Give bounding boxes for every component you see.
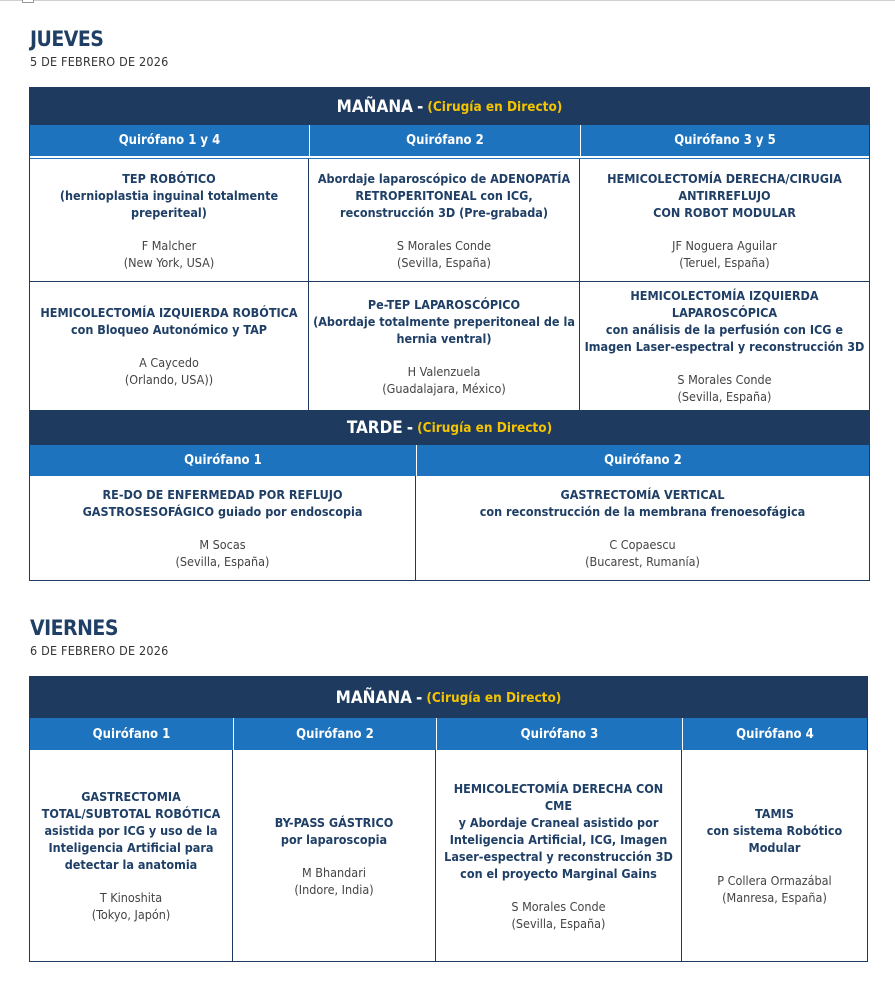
surgeon-location: (Tokyo, Japón) bbox=[91, 907, 171, 922]
day-date-thursday: 5 DE FEBRERO DE 2026 bbox=[30, 54, 169, 69]
session-band-morning bbox=[30, 88, 869, 125]
session-label: MAÑANA bbox=[336, 96, 413, 117]
session-label: TARDE bbox=[346, 417, 403, 438]
surgery-title: Abordaje laparoscópico de ADENOPATÍA RETROPERITONEAL con ICG, reconstrucción 3D (Pre-grabada) bbox=[317, 170, 571, 220]
day-title-friday: VIERNES bbox=[30, 616, 118, 640]
session-band-morning bbox=[30, 677, 867, 718]
surgery-cell bbox=[309, 159, 579, 281]
surgeon-name: M Socas bbox=[199, 537, 246, 552]
surgeon-name: S Morales Conde bbox=[511, 898, 606, 914]
room-header: Quirófano 4 bbox=[682, 718, 867, 750]
surgery-title: BY-PASS GÁSTRICO por laparoscopia bbox=[274, 814, 394, 847]
surgery-title: GASTRECTOMÍA VERTICAL con reconstrucción de la membrana frenoesofágica bbox=[479, 487, 806, 519]
surgeon-name: JF Noguera Aguilar bbox=[672, 237, 777, 253]
schedule-friday bbox=[29, 676, 868, 962]
surgeon-name: S Morales Conde bbox=[677, 372, 772, 387]
room-header: Quirófano 2 bbox=[416, 445, 869, 476]
session-label: MAÑANA bbox=[335, 687, 412, 708]
room-header-row bbox=[30, 718, 867, 750]
top-rule bbox=[0, 0, 895, 3]
surgery-cell bbox=[416, 476, 869, 580]
surgery-title: HEMICOLECTOMÍA DERECHA/CIRUGIA ANTIRREFLUJO CON ROBOT MODULAR bbox=[607, 170, 842, 220]
surgery-title: HEMICOLECTOMÍA IZQUIERDA LAPAROSCÓPICA con análisis de la perfusión con ICG e Imagen Laser-espectral y reconstrucción 3D bbox=[584, 288, 865, 354]
surgery-cell bbox=[30, 282, 308, 410]
surgeon-location: (Sevilla, España) bbox=[175, 554, 270, 569]
surgery-title: RE-DO DE ENFERMEDAD POR REFLUJO GASTROSESOFÁGICO guiado por endoscopia bbox=[82, 487, 363, 519]
session-subtitle: (Cirugía en Directo) bbox=[426, 689, 562, 706]
surgeon-name: H Valenzuela bbox=[407, 363, 481, 379]
surgeon-name: C Copaescu bbox=[609, 537, 676, 552]
day-title-thursday: JUEVES bbox=[30, 27, 104, 51]
surgery-title: HEMICOLECTOMÍA DERECHA CON CME y Abordaje Craneal asistido por Inteligencia Artificial, ICG, Imagen Laser-espectral y reconstrucción 3D con el proyecto Marginal Gains bbox=[444, 780, 673, 881]
surgery-cell bbox=[309, 282, 579, 410]
surgery-title: Pe-TEP LAPAROSCÓPICO (Abordaje totalmente preperitoneal de la hernia ventral) bbox=[313, 296, 575, 346]
surgery-title: GASTRECTOMIA TOTAL/SUBTOTAL ROBÓTICA asistida por ICG y uso de la Inteligencia Artificial para detectar la anatomia bbox=[41, 789, 221, 872]
room-header-row bbox=[30, 445, 869, 476]
surgeon-location: (Sevilla, España) bbox=[511, 915, 606, 931]
surgery-title: TAMIS con sistema Robótico Modular bbox=[706, 806, 843, 855]
room-header: Quirófano 2 bbox=[233, 718, 436, 750]
surgery-cell bbox=[30, 476, 415, 580]
surgeon-name: A Caycedo bbox=[139, 355, 199, 370]
room-header: Quirófano 3 bbox=[436, 718, 682, 750]
room-header: Quirófano 1 bbox=[30, 718, 233, 750]
surgeon-location: (Guadalajara, México) bbox=[382, 380, 506, 396]
schedule-thursday bbox=[29, 87, 870, 581]
surgeon-name: S Morales Conde bbox=[396, 237, 492, 253]
room-header: Quirófano 1 bbox=[30, 445, 416, 476]
surgeon-name: T Kinoshita bbox=[99, 890, 163, 905]
surgery-cell bbox=[30, 750, 232, 961]
surgeon-location: (Manresa, España) bbox=[722, 890, 827, 905]
surgery-title: HEMICOLECTOMÍA IZQUIERDA ROBÓTICA con Bloqueo Autonómico y TAP bbox=[40, 305, 298, 337]
day-date-friday: 6 DE FEBRERO DE 2026 bbox=[30, 643, 169, 658]
surgeon-location: (Sevilla, España) bbox=[677, 389, 772, 404]
room-header: Quirófano 3 y 5 bbox=[580, 125, 869, 156]
surgery-title: TEP ROBÓTICO (hernioplastia inguinal totalmente preperiteal) bbox=[59, 170, 279, 220]
room-header-row bbox=[30, 125, 869, 156]
surgeon-location: (Orlando, USA)) bbox=[124, 372, 214, 387]
surgeon-location: (Indore, India) bbox=[294, 881, 374, 897]
surgeon-name: P Collera Ormazábal bbox=[717, 873, 832, 888]
surgeon-location: (Bucarest, Rumanía) bbox=[585, 554, 700, 569]
surgeon-location: (New York, USA) bbox=[123, 254, 215, 270]
session-separator: - bbox=[406, 417, 414, 438]
room-header: Quirófano 2 bbox=[309, 125, 580, 156]
surgery-cell bbox=[682, 750, 867, 961]
session-subtitle: (Cirugía en Directo) bbox=[427, 98, 563, 115]
room-header: Quirófano 1 y 4 bbox=[30, 125, 309, 156]
surgeon-name: M Bhandari bbox=[302, 864, 366, 880]
surgeon-location: (Teruel, España) bbox=[679, 254, 770, 270]
session-separator: - bbox=[415, 687, 423, 708]
surgery-cell bbox=[233, 750, 435, 961]
surgery-cell bbox=[580, 282, 869, 410]
session-band-afternoon bbox=[30, 410, 869, 445]
page-marker bbox=[22, 0, 34, 3]
session-subtitle: (Cirugía en Directo) bbox=[417, 419, 553, 436]
session-separator: - bbox=[416, 96, 424, 117]
surgery-cell bbox=[30, 159, 308, 281]
surgeon-location: (Sevilla, España) bbox=[397, 254, 491, 270]
surgery-cell bbox=[580, 159, 869, 281]
surgeon-name: F Malcher bbox=[141, 237, 197, 253]
surgery-cell bbox=[436, 750, 681, 961]
